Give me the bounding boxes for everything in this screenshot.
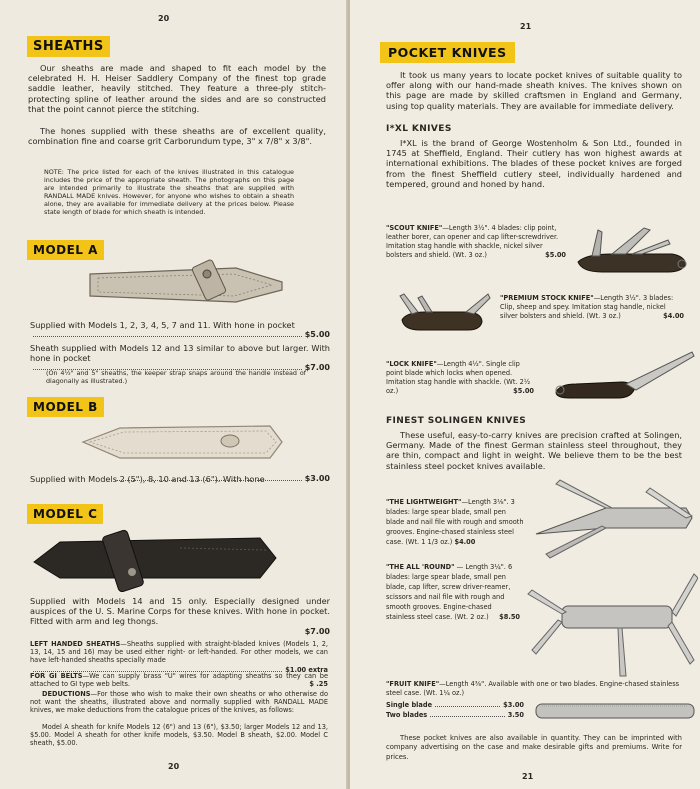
model-c-sheath-photo [30, 528, 280, 592]
fruit-knife-name: "FRUIT KNIFE" [386, 680, 440, 688]
lock-knife-price: $5.00 [513, 387, 534, 395]
stock-knife-name: "PREMIUM STOCK KNIFE" [500, 294, 594, 302]
model-a-line2-price: $7.00 [304, 363, 330, 373]
gi-belts-text: —We can supply brass "U" wires for adapting sheaths so they can be attached to GI type web belts. [30, 672, 329, 689]
ixl-heading: I*XL KNIVES [386, 124, 452, 134]
gi-belts-section [30, 672, 328, 688]
left-handed-title: LEFT HANDED SHEATHS [30, 640, 121, 648]
lightweight-name: "THE LIGHTWEIGHT" [386, 498, 462, 506]
allround-desc: — Length 3¼". 6 blades: large spear blade, small pen blade, cap lifter, screw driver-reamer, scissors and nail file with rough and smooth grooves. Engine-chased stainless steel case. (Wt. 2 oz.) [386, 563, 513, 621]
model-c-label: Supplied with Models 14 and 15 only. Especially designed under auspices of the U. S. Marine Corps for these knives. With hone in pocket. Fitted with arm and leg thongs. [30, 596, 330, 627]
scout-knife-entry [386, 224, 566, 260]
allround-entry [386, 562, 520, 622]
ixl-text: I*XL is the brand of George Wostenholm & Son Ltd., founded in 1745 at Sheffield, England. Their cutlery has won highest awards at international exhibitions. The blades of these pocket knives are forged from the finest Sheffield cutlery steel, individually hardened and tempered, ground and honed by hand. [386, 138, 682, 189]
deductions-section [30, 690, 328, 715]
lock-knife-photo [546, 346, 696, 406]
fruit-single-label: Single blade [386, 701, 433, 709]
lock-knife-name: "LOCK KNIFE" [386, 360, 437, 368]
model-b-label: Supplied with Models 2 (5"), 8, 10 and 13 (6"). With hone [30, 474, 265, 484]
scout-knife-desc: —Length 3½". 4 blades: clip point, leather borer, can opener and cap lifter-screwdriver. Imitation stag handle with shackle, nickel silver bolsters and shield. (Wt. 3 oz.) [386, 224, 559, 259]
deductions-text: —For those who wish to make their own sheaths or who otherwise do not want the sheaths, illustrated above and normally supplied with RANDALL MADE knives, we make deductions from the catalogue prices of the knives, as follows: [30, 690, 328, 715]
allround-knife-photo [522, 564, 698, 684]
fruit-knife-prices [386, 700, 524, 720]
pocket-knives-intro: It took us many years to locate pocket knives of suitable quality to offer along with our hand-made sheath knives. The knives shown on this page are made by skilled craftsmen in England and Germany, using top quality materials. They are available for immediate delivery. [386, 70, 682, 111]
page-number-bottom-right: 21 [522, 772, 534, 781]
fruit-two-price: 3.50 [507, 711, 524, 719]
stock-knife-price: $4.00 [663, 312, 684, 320]
fruit-single-price: $3.00 [503, 701, 524, 709]
right-page [350, 0, 700, 789]
allround-name: "THE ALL 'ROUND" [386, 563, 455, 571]
pocket-knives-footer: These pocket knives are also available in quantity. They can be imprinted with company advertising on the case and make desirable gifts and premiums. Write for prices. [386, 734, 682, 761]
solingen-text: These useful, easy-to-carry knives are precision crafted at Solingen, Germany. Made of the finest German stainless steel throughout, they are thin, compact and light in weight. We believe them to be the best stainless steel pocket knives available. [386, 430, 682, 471]
model-b-heading: MODEL B [27, 397, 104, 417]
model-a-line2-label: Sheath supplied with Models 12 and 13 similar to above but larger. With hone in pocket [30, 343, 330, 364]
model-a-line1 [30, 320, 330, 340]
stock-knife-desc: —Length 3½". 3 blades: Clip, sheep and spey. Imitation stag handle, nickel silver bolsters and shield. (Wt. 3 oz.) [500, 294, 674, 320]
lightweight-price: $4.00 [454, 538, 476, 546]
allround-price: $8.50 [499, 613, 520, 621]
lock-knife-entry [386, 360, 534, 396]
lightweight-entry [386, 497, 526, 547]
fruit-knife-photo [532, 692, 696, 728]
scout-knife-photo [572, 224, 692, 280]
page-number-top-right: 21 [520, 22, 532, 31]
page-number-top: 20 [158, 14, 170, 23]
model-a-heading: MODEL A [27, 240, 104, 260]
gi-belts-price: $ .25 [309, 680, 328, 689]
pocket-knives-heading: POCKET KNIVES [380, 42, 515, 63]
solingen-heading: FINEST SOLINGEN KNIVES [386, 416, 527, 426]
model-a-footnote: (On 4½" and 5" sheaths, the keeper strap snaps around the handle instead of diagonally as illustrated.) [46, 369, 306, 385]
left-handed-price: $1.00 extra [285, 665, 328, 674]
scout-knife-name: "SCOUT KNIFE" [386, 224, 443, 232]
model-a-line1-label: Supplied with Models 1, 2, 3, 4, 5, 7 and 11. With hone in pocket [30, 320, 295, 330]
scout-knife-price: $5.00 [545, 251, 566, 259]
sheaths-para1: Our sheaths are made and shaped to fit each model by the celebrated H. H. Heiser Saddlery Company of the finest top grade saddle leather, heavily stitched. They feature a three-ply stitch-protecting spline of leather around the sides and are so constructed that the point cannot pierce the stitching. [28, 63, 326, 114]
gi-belts-title: FOR GI BELTS [30, 672, 83, 680]
left-page [0, 0, 348, 789]
model-a-line1-price: $5.00 [304, 330, 330, 340]
deductions-title: DEDUCTIONS [42, 690, 91, 698]
sheaths-heading: SHEATHS [27, 36, 110, 57]
sheaths-note: NOTE: The price listed for each of the knives illustrated in this catalogue includes the price of the appropriate sheath. The photographs on this page are intended primarily to illustrate the sheaths that are supplied with RANDALL MADE knives. However, for anyone who wishes to obtain a sheath alone, they are available for immediate delivery at the prices below. Please state length of blade for which sheath is intended. [44, 168, 294, 216]
page-number-bottom: 20 [168, 762, 180, 771]
left-handed-text: —Sheaths supplied with straight-bladed knives (Models 1, 2, 13, 14, 15 and 16) may be used either right- or left-handed. For other models, we can have left-handed sheaths specially made [30, 640, 328, 665]
stock-knife-entry [500, 294, 684, 321]
model-b-price: $3.00 [304, 474, 330, 484]
model-b-sheath-photo [80, 420, 285, 468]
stock-knife-photo [396, 290, 492, 340]
deductions-detail: Model A sheath for knife Models 12 (6") and 13 (6"), $3.50; larger Models 12 and 13, $5.00. Model A sheath for other knife models, $3.50. Model B sheath, $2.00. Model C sheath, $5.00. [30, 723, 328, 748]
sheaths-para2: The hones supplied with these sheaths are of excellent quality, combination fine and coarse grit Carborundum type, 3" x 7/8" x 3/8". [28, 126, 326, 147]
model-c-line [30, 596, 330, 637]
model-c-price: $7.00 [304, 626, 330, 636]
lock-knife-desc: —Length 4½". Single clip point blade which locks when opened. Imitation stag handle with shackle. (Wt. 2½ oz.) [386, 360, 531, 395]
model-a-sheath-photo [86, 256, 286, 314]
model-c-heading: MODEL C [27, 504, 103, 524]
fruit-knife-desc: —Length 4⅜". Available with one or two blades. Engine-chased stainless steel case. (Wt. 1¼ oz.) [386, 680, 680, 697]
fruit-two-label: Two blades [386, 711, 428, 719]
lightweight-desc: —Length 3⅛". 3 blades: large spear blade, small pen blade and nail file with rough and smooth grooves. Engine-chased stainless steel case. (Wt. 1 1/3 oz.) [386, 498, 524, 546]
lightweight-knife-photo [526, 478, 696, 568]
model-b-line [30, 474, 330, 484]
left-handed-section [30, 640, 328, 675]
